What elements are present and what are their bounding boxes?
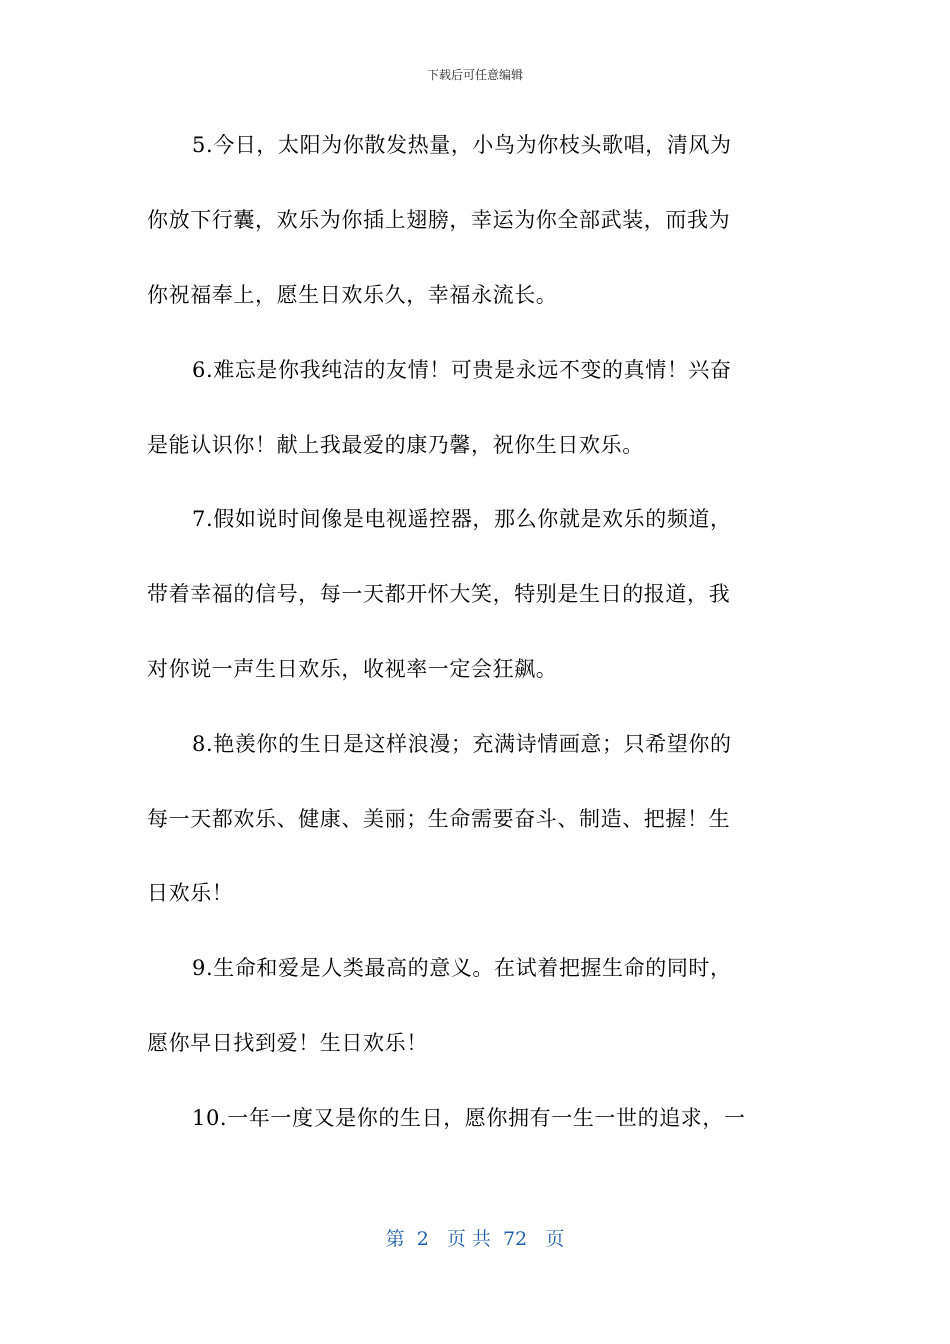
- paragraph-line: 对你说一声生日欢乐，收视率一定会狂飙。: [147, 657, 558, 681]
- page-number-footer: 第 2 页 共 72 页: [385, 1228, 565, 1250]
- paragraph-line: 每一天都欢乐、健康、美丽；生命需要奋斗、制造、把握！生: [147, 807, 731, 831]
- paragraph-line: 愿你早日找到爱！生日欢乐！: [147, 1031, 428, 1055]
- paragraph-line: 8.艳羡你的生日是这样浪漫；充满诗情画意；只希望你的: [192, 732, 732, 756]
- paragraph-line: 7.假如说时间像是电视遥控器，那么你就是欢乐的频道，: [192, 507, 732, 531]
- paragraph-line: 是能认识你！献上我最爱的康乃馨，祝你生日欢乐。: [147, 433, 644, 457]
- paragraph-line: 你祝福奉上，愿生日欢乐久，幸福永流长。: [147, 283, 558, 307]
- paragraph-line: 10.一年一度又是你的生日，愿你拥有一生一世的追求，一: [192, 1106, 746, 1130]
- paragraph-line: 日欢乐！: [147, 881, 234, 905]
- paragraph-line: 带着幸福的信号，每一天都开怀大笑，特别是生日的报道，我: [147, 582, 731, 606]
- paragraph-line: 9.生命和爱是人类最高的意义。在试着把握生命的同时，: [192, 956, 732, 980]
- page-header: 下载后可任意编辑: [426, 68, 523, 82]
- paragraph-line: 5.今日，太阳为你散发热量，小鸟为你枝头歌唱，清风为: [192, 133, 732, 157]
- paragraph-line: 你放下行囊，欢乐为你插上翅膀，幸运为你全部武装，而我为: [147, 208, 731, 232]
- paragraph-line: 6.难忘是你我纯洁的友情！可贵是永远不变的真情！兴奋: [192, 358, 732, 382]
